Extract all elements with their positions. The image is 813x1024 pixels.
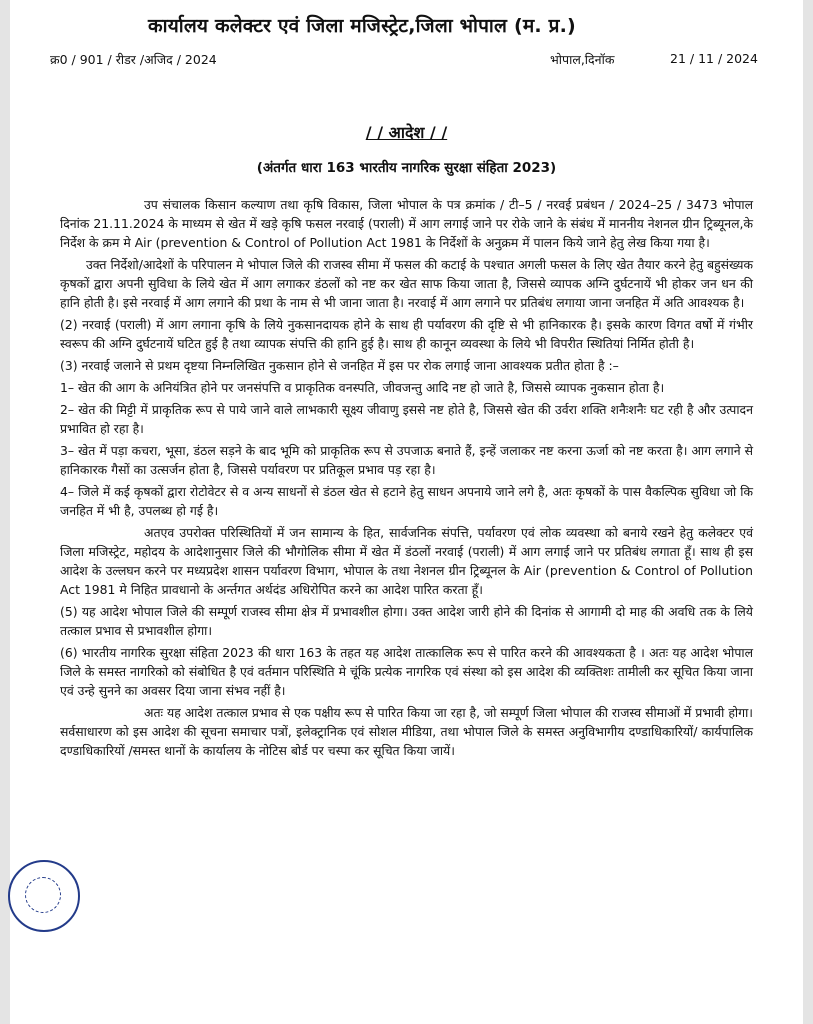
office-heading: कार्यालय कलेक्टर एवं जिला मजिस्ट्रेट,जिला भोपाल (म. प्र.)	[148, 15, 576, 37]
order-date: 21 / 11 / 2024	[670, 51, 758, 66]
paragraph-ban: अतएव उपरोक्त परिस्थितियों में जन सामान्य के हित, सार्वजनिक संपत्ति, पर्यावरण एवं लोक व्यवस्था को बनाये रखने हेतु कलेक्टर एवं जिला मजिस्ट्रेट, महोदय के आदेशानुसार जिले की भौगोलिक सीमा में खेत में डंठलों नरवाई (पराली) में आग लगाई जाने पर प्रतिबंध लगाता हूँ। साथ ही इस आदेश के उल्लघन करने पर मध्यप्रदेश शासन पर्यावरण विभाग, भोपाल के तथा नेशनल ग्रीन ट्रिब्यूनल के Air (prevention & Control of Pollution Act 1981 मे निहित प्रावधानो के अर्न्तगत अर्थदंड अधिरोपित करने का आदेश पारित करता हूँ।	[60, 525, 753, 597]
paragraph-3: (3) नरवाई जलाने से प्रथम दृष्टया निम्नलिखित नुकसान होने से जनहित में इस पर रोक लगाई जाना आवश्यक प्रतीत होता है :–	[60, 358, 619, 373]
paragraph-final: अतः यह आदेश तत्काल प्रभाव से एक पक्षीय रूप से पारित किया जा रहा है, जो सम्पूर्ण जिला भोपाल की राजस्व सीमाओं में प्रभावी होगा। सर्वसाधारण को इस आदेश की सूचना समाचार पत्रों, इलेक्ट्रानिक एवं सोशल मीडिया, तथा भोपाल जिले के समस्त अनुविभागीय दण्डाधिकारियों/ कार्यपालिक दण्डाधिकारियों /समस्त थानों के कार्यालय के नोटिस बोर्ड पर चस्पा कर सूचित किया जायें।	[60, 705, 753, 758]
place-label: भोपाल,दिनॉक	[550, 52, 615, 67]
paragraph-5: (5) यह आदेश भोपाल जिले की सम्पूर्ण राजस्व सीमा क्षेत्र में प्रभावशील होगा। उक्त आदेश जारी होने की दिनांक से आगामी दो माह की अवधि तक के लिये तत्काल प्रभाव से प्रभावशील होगा।	[60, 604, 753, 638]
paragraph-intro: उप संचालक किसान कल्याण तथा कृषि विकास, जिला भोपाल के पत्र क्रमांक / टी–5 / नरवई प्रबंधन / 2024–25 / 3473 भोपाल दिनांक 21.11.2024 के माध्यम से खेत में खड़े कृषि फसल नरवाई (पराली) में आग लगाई जाने पर रोके जाने के संबंध में माननीय नेशनल ग्रीन ट्रिब्यूनल,के निर्देश के क्रम मे Air (prevention & Control of Pollution Act 1981 के निर्देशों के अनुक्रम में पालन किये जाने हेतु लेख किया गया है।	[60, 197, 753, 250]
order-subtitle: (अंतर्गत धारा 163 भारतीय नागरिक सुरक्षा संहिता 2023)	[256, 160, 557, 176]
paragraph-2: (2) नरवाई (पराली) में आग लगाना कृषि के लिये नुकसानदायक होने के साथ ही पर्यावरण की दृष्टि से भी हानिकारक है। इसके कारण विगत वर्षो में गंभीर स्वरूप की अग्नि दुर्घटनायें घटित हुई है तथा व्यापक संपत्ति की हानि हुई है। साथ ही कानून व्यवस्था के लिये भी विपरीत स्थितियां निर्मित होती है।	[60, 317, 753, 351]
paragraph-6: (6) भारतीय नागरिक सुरक्षा संहिता 2023 की धारा 163 के तहत यह आदेश तात्कालिक रूप से पारित करने की आवश्यकता है । अतः यह आदेश भोपाल जिले के समस्त नागरिको को संबोधित है एवं वर्तमान परिस्थिति मे चूंकि प्रत्येक नागरिक एवं संस्था को इस आदेश की व्यक्तिशः तामीली कर सूचित किया जाना एवं उन्हे सुनने का अवसर दिया जाना संभव नहीं है।	[60, 645, 753, 698]
list-item-3: 3– खेत में पड़ा कचरा, भूसा, डंठल सड़ने के बाद भूमि को प्राकृतिक रूप से उपजाऊ बनाते हैं, इन्हें जलाकर नष्ट करना ऊर्जा को नष्ट करता है। आग लगाने से हानिकारक गैसों का उत्सर्जन होता है, जिससे पर्यावरण पर प्रतिकूल प्रभाव पड़ रहा है।	[60, 443, 753, 477]
list-item-2: 2– खेत की मिट्टी में प्राकृतिक रूप से पाये जाने वाले लाभकारी सूक्ष्य जीवाणु इससे नष्ट होते है, जिससे खेत की उर्वरा शक्ति शनैःशनैः घट रही है और उत्पादन प्रभावित हो रहा है।	[60, 402, 753, 436]
right-page-edge	[803, 0, 813, 1024]
left-page-edge	[0, 0, 10, 1024]
reference-number: क्र0 / 901 / रीडर /अजिद / 2024	[50, 52, 217, 67]
list-item-4: 4– जिले में कई कृषकों द्वारा रोटोवेटर से व अन्य साधनों से डंठल खेत से हटाने हेतु साधन अपनाये जाने लगे है, अतः कृषकों के पास वैकल्पिक सुविधा जो कि जनहित में भी है, उपलब्ध हो गई है।	[60, 484, 753, 518]
paragraph-1: उक्त निर्देशो/आदेशों के परिपालन मे भोपाल जिले की राजस्व सीमा में फसल की कटाई के पश्चात अगली फसल के लिए खेत तैयार करने हेतु बहुसंख्यक कृषकों द्वारा अपनी सुविधा के लिये खेत में आग लगाकर डंठलों को नष्ट कर खेत साफ किया जाता है, जिससे व्यापक अग्नि दुर्घटनायें भी होकर जन धन की हानि होती है। इसे नरवाई में आग लगाने की प्रथा के नाम से भी जाना जाता है। नरवाई में आग लगाने पर प्रतिबंध लगाया जाना जनहित में अति आवश्यक है।	[60, 257, 753, 310]
order-body	[60, 195, 753, 763]
list-item-1: 1– खेत की आग के अनियंत्रित होने पर जनसंपत्ति व प्राकृतिक वनस्पति, जीवजन्तु आदि नष्ट हो जाते है, जिससे व्यापक नुकसान होता है।	[60, 380, 665, 395]
order-title: / / आदेश / /	[365, 123, 448, 142]
official-seal	[8, 860, 80, 932]
